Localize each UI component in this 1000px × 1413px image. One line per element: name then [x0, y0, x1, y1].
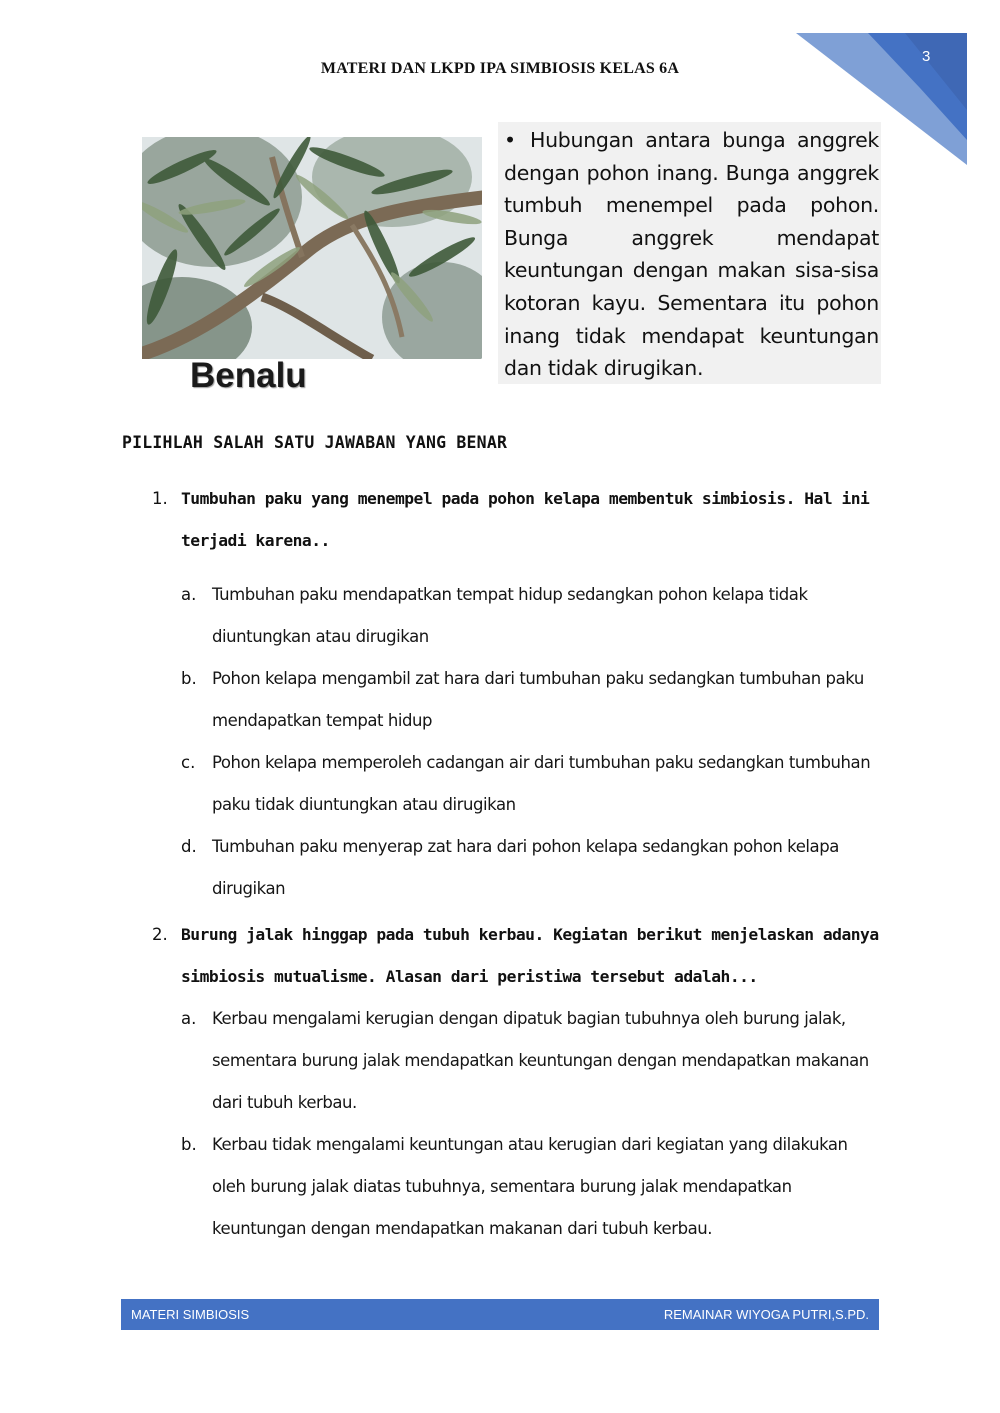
option-letter: c. — [181, 753, 196, 772]
footer-left: MATERI SIMBIOSIS — [131, 1307, 250, 1322]
benalu-photo — [142, 137, 482, 359]
options-list — [181, 574, 882, 910]
option-b[interactable] — [181, 1124, 882, 1250]
option-text: Pohon kelapa mengambil zat hara dari tumbuhan paku sedangkan tumbuhan paku mendapatkan tempat hidup — [212, 669, 864, 730]
option-text: Kerbau mengalami kerugian dengan dipatuk bagian tubuhnya oleh burung jalak, sementara burung jalak mendapatkan keuntungan dengan mendapatkan makanan dari tubuh kerbau. — [212, 1009, 869, 1112]
option-d[interactable] — [181, 826, 882, 910]
info-paragraph — [504, 124, 879, 385]
question-1 — [122, 478, 882, 910]
document-title: MATERI DAN LKPD IPA SIMBIOSIS KELAS 6A — [320, 60, 680, 77]
option-letter: b. — [181, 669, 197, 688]
option-text: Pohon kelapa memperoleh cadangan air dari tumbuhan paku sedangkan tumbuhan paku tidak diuntungkan atau dirugikan — [212, 753, 871, 814]
plant-illustration — [142, 137, 482, 359]
options-list — [181, 998, 882, 1250]
photo-caption: Benalu — [190, 356, 307, 395]
option-a[interactable] — [181, 574, 882, 658]
bullet-icon: • — [504, 128, 516, 152]
option-letter: a. — [181, 585, 197, 604]
page-footer — [121, 1299, 879, 1330]
question-text: Burung jalak hinggap pada tubuh kerbau. Kegiatan berikut menjelaskan adanya simbiosis mutualisme. Alasan dari peristiwa tersebut adalah... — [181, 925, 879, 986]
option-letter: b. — [181, 1135, 197, 1154]
option-text: Kerbau tidak mengalami keuntungan atau kerugian dari kegiatan yang dilakukan oleh burung jalak diatas tubuhnya, sementara burung jalak mendapatkan keuntungan dengan mendapatkan makanan dari tubuh kerbau. — [212, 1135, 848, 1238]
question-text: Tumbuhan paku yang menempel pada pohon kelapa membentuk simbiosis. Hal ini terjadi karena.. — [181, 489, 870, 550]
option-text: Tumbuhan paku menyerap zat hara dari pohon kelapa sedangkan pohon kelapa dirugikan — [212, 837, 839, 898]
info-box — [498, 122, 881, 384]
option-c[interactable] — [181, 742, 882, 826]
info-text: Hubungan antara bunga anggrek dengan pohon inang. Bunga anggrek tumbuh menempel pada pohon. Bunga anggrek mendapat keuntungan dengan makan sisa-sisa kotoran kayu. Sementara itu pohon inang tidak mendapat keuntungan dan tidak dirugikan. — [504, 128, 879, 381]
option-letter: a. — [181, 1009, 197, 1028]
option-a[interactable] — [181, 998, 882, 1124]
question-2 — [122, 914, 882, 1250]
instruction-heading: PILIHLAH SALAH SATU JAWABAN YANG BENAR — [122, 433, 508, 452]
question-number: 1. — [152, 489, 168, 508]
page-number: 3 — [922, 48, 931, 65]
footer-right: REMAINAR WIYOGA PUTRI,S.PD. — [663, 1307, 869, 1322]
question-number: 2. — [152, 925, 168, 944]
option-letter: d. — [181, 837, 197, 856]
option-text: Tumbuhan paku mendapatkan tempat hidup sedangkan pohon kelapa tidak diuntungkan atau dirugikan — [212, 585, 808, 646]
option-b[interactable] — [181, 658, 882, 742]
